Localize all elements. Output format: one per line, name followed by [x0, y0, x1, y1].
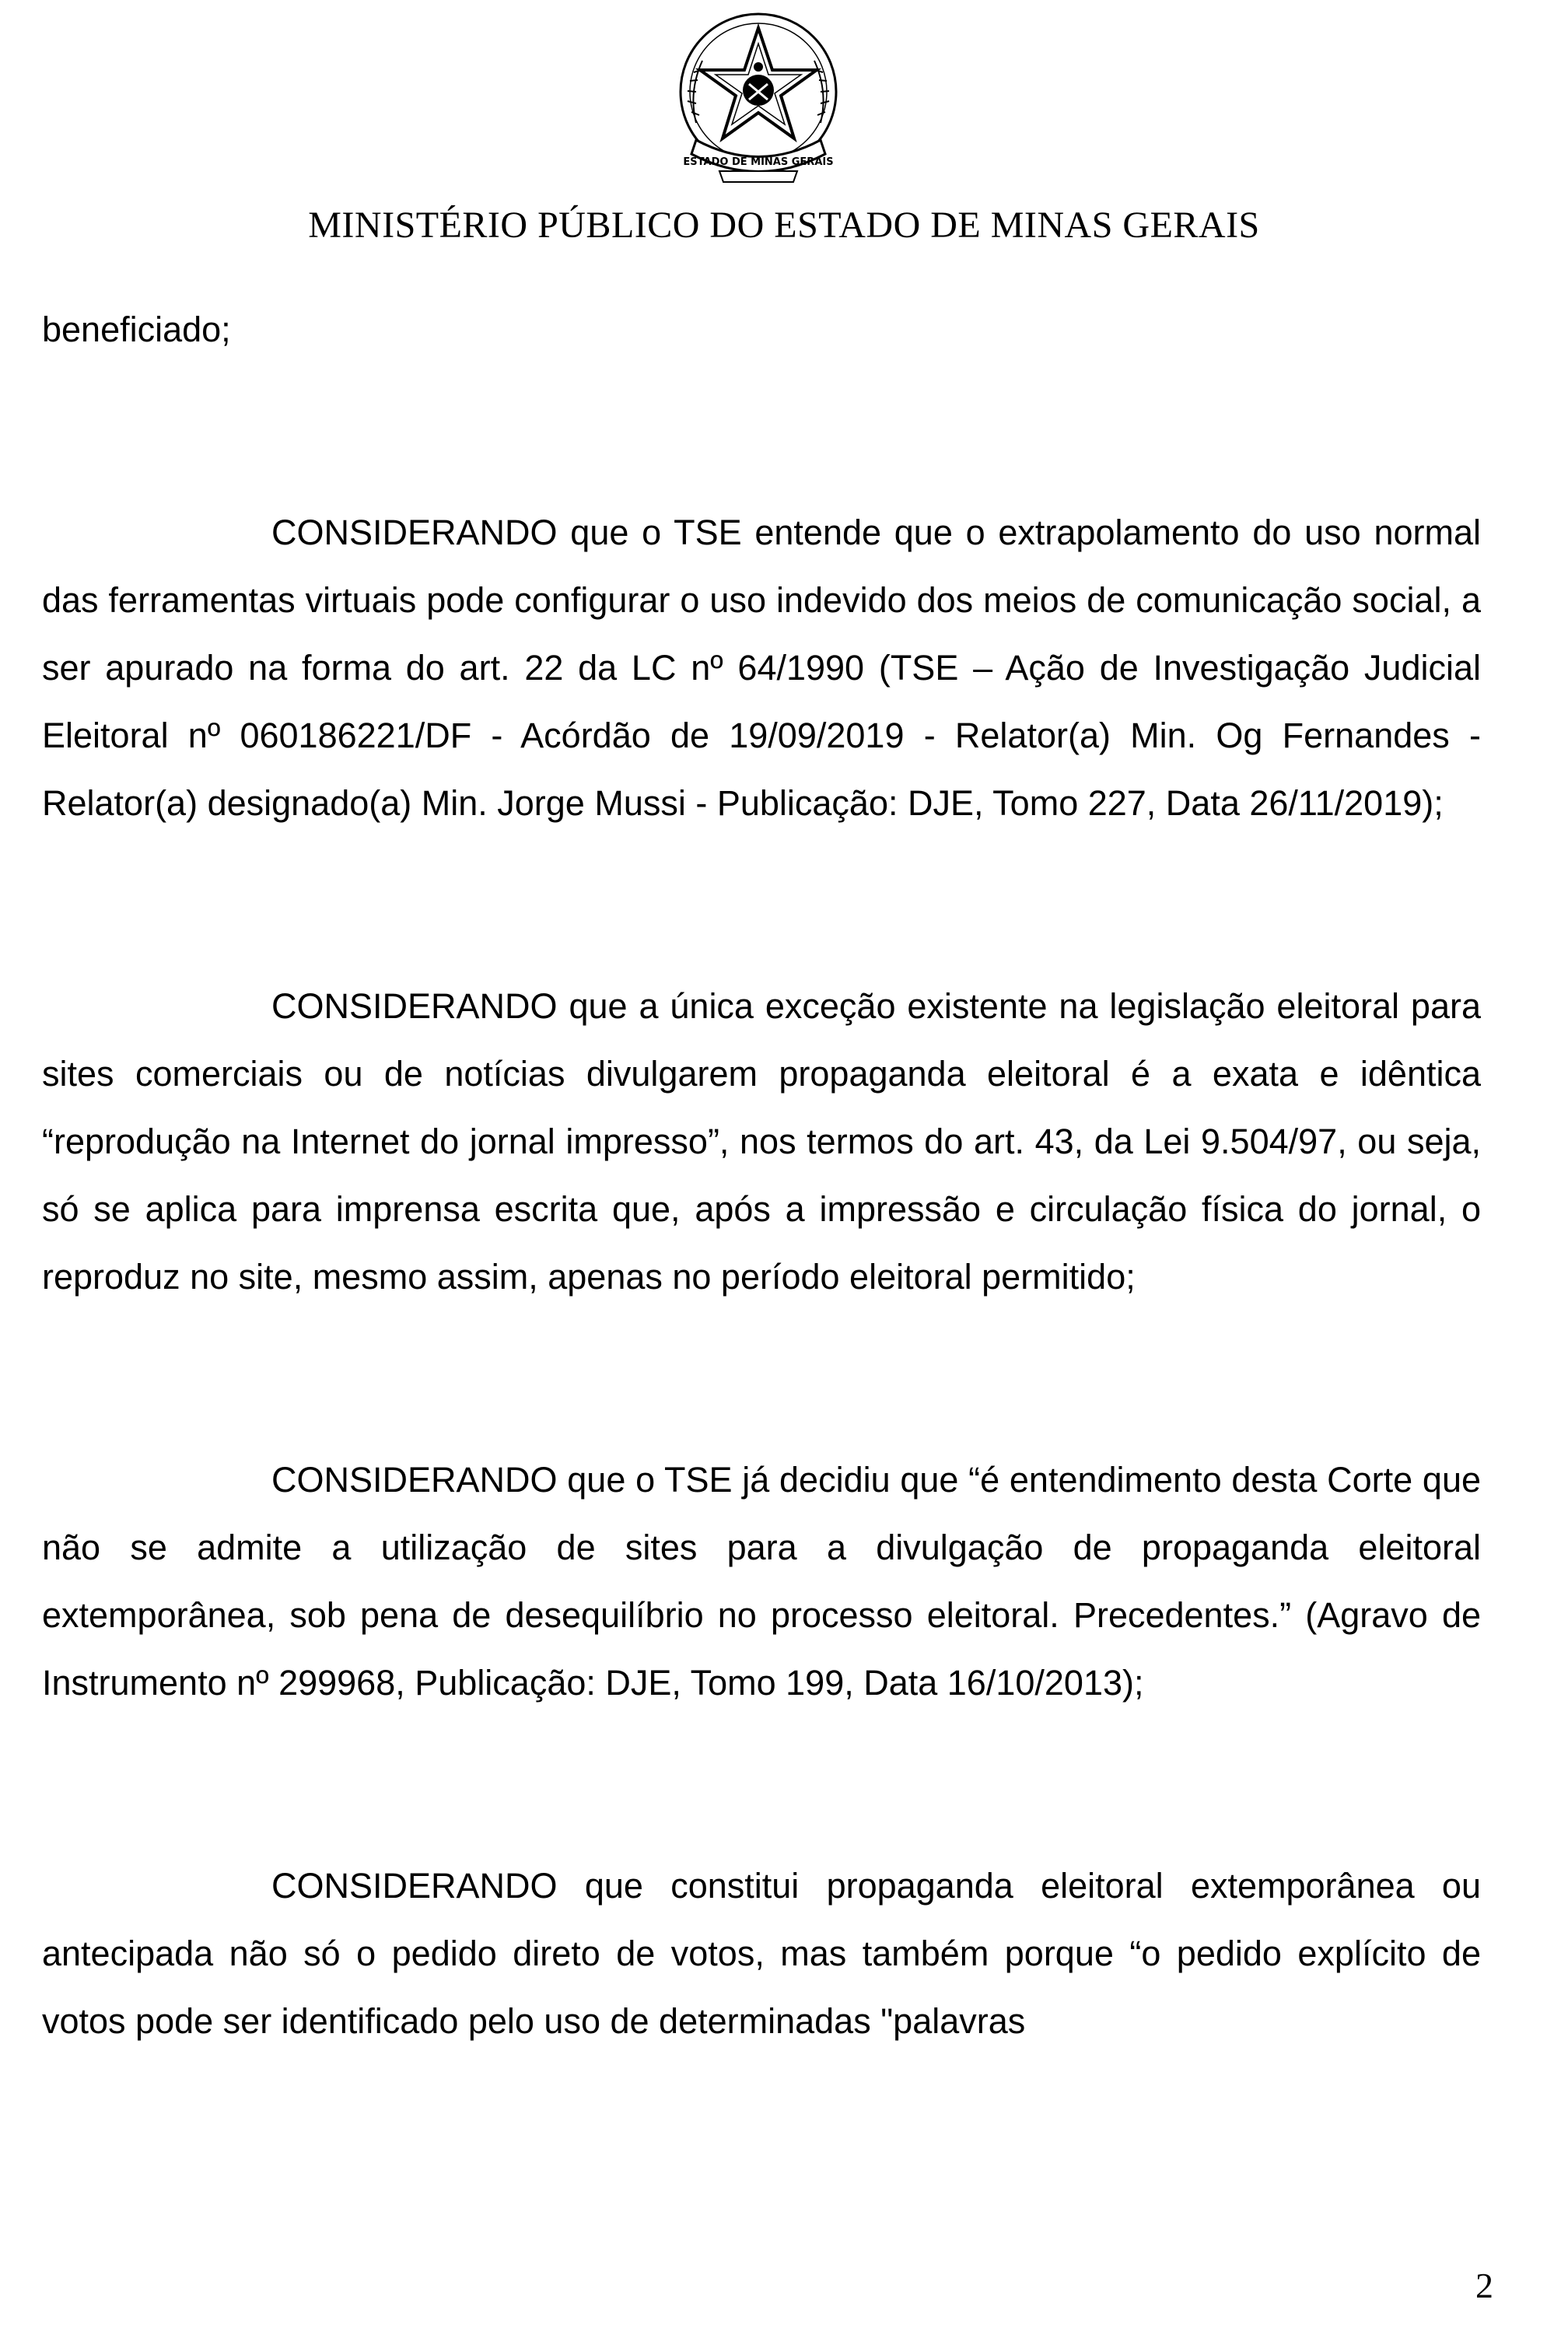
- document-body: [42, 296, 1481, 2055]
- considerando-paragraph-3: CONSIDERANDO que o TSE já decidiu que “é entendimento desta Corte que não se admite a utilização de sites para a divulgação de propaganda eleitoral extemporânea, sob pena de desequilíbrio no processo eleitoral. Precedentes.” (Agravo de Instrumento nº 299968, Publicação: DJE, Tomo 199, Data 16/10/2013);: [42, 1460, 1481, 1703]
- minas-gerais-seal-icon: [665, 6, 852, 193]
- organization-title: MINISTÉRIO PÚBLICO DO ESTADO DE MINAS GERAIS: [308, 205, 1260, 246]
- continuation-text: beneficiado;: [42, 310, 231, 349]
- considerando-paragraph-2: CONSIDERANDO que a única exceção existente na legislação eleitoral para sites comerciais ou de notícias divulgarem propaganda eleitoral é a exata e idêntica “reprodução na Internet do jornal impresso”, nos termos do art. 43, da Lei 9.504/97, ou seja, só se aplica para imprensa escrita que, após a impressão e circulação física do jornal, o reproduz no site, mesmo assim, apenas no período eleitoral permitido;: [42, 986, 1481, 1297]
- seal-ribbon-text: ESTADO DE MINAS GERAIS: [683, 156, 834, 168]
- considerando-paragraph-4: CONSIDERANDO que constitui propaganda eleitoral extemporânea ou antecipada não só o pedido direto de votos, mas também porque “o pedido explícito de votos pode ser identificado pelo uso de determinadas "palavras: [42, 1866, 1481, 2041]
- page-number: 2: [1475, 2266, 1493, 2305]
- considerando-paragraph-1: CONSIDERANDO que o TSE entende que o extrapolamento do uso normal das ferramentas virtuais pode configurar o uso indevido dos meios de comunicação social, a ser apurado na forma do art. 22 da LC nº 64/1990 (TSE – Ação de Investigação Judicial Eleitoral nº 060186221/DF - Acórdão de 19/09/2019 - Relator(a) Min. Og Fernandes - Relator(a) designado(a) Min. Jorge Mussi - Publicação: DJE, Tomo 227, Data 26/11/2019);: [42, 513, 1481, 823]
